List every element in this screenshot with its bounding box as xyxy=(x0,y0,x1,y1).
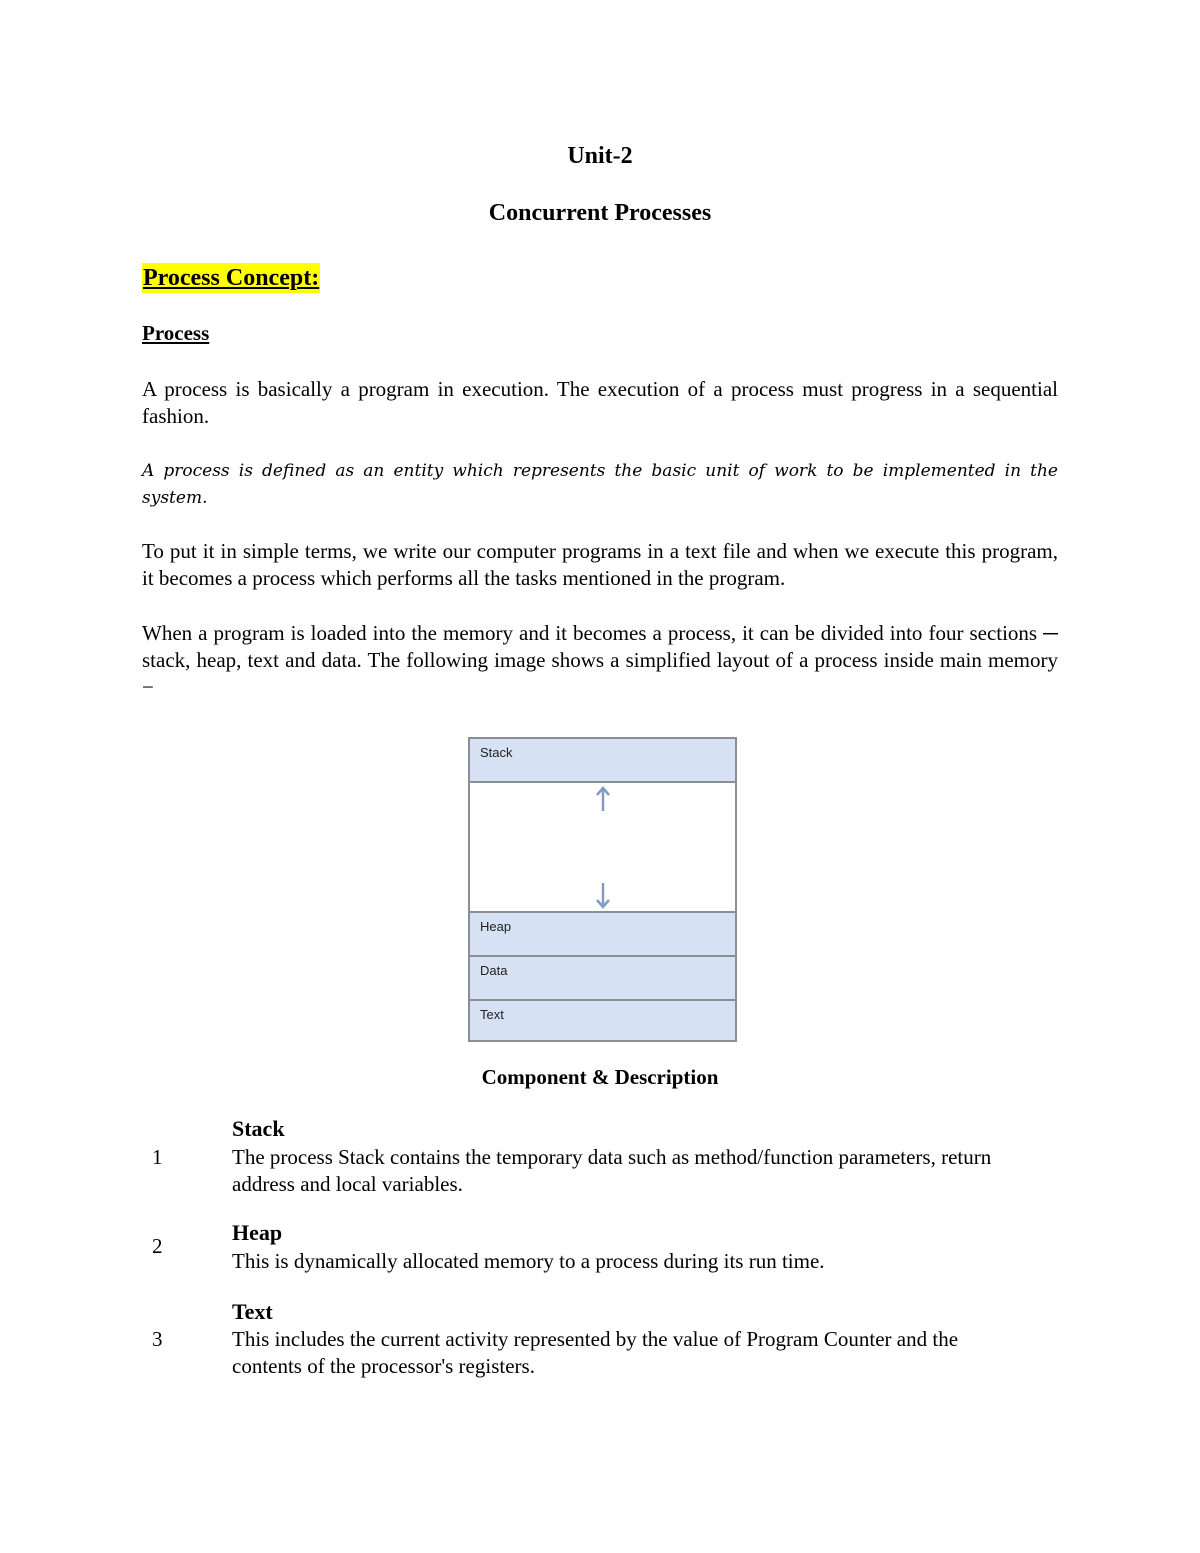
component-number: 3 xyxy=(152,1327,163,1351)
paragraph-simple-terms: To put it in simple terms, we write our computer programs in a text file and when we execute this program, it becomes a process which performs all the tasks mentioned in the program. xyxy=(142,539,1058,590)
data-segment xyxy=(470,957,735,1001)
data-label: Data xyxy=(480,963,508,978)
components-caption: Component & Description xyxy=(481,1065,719,1089)
text-label: Text xyxy=(480,1007,504,1022)
free-space xyxy=(470,783,735,913)
component-title: Stack xyxy=(232,1116,285,1141)
section-heading: Process Concept: xyxy=(143,265,320,291)
component-title: Heap xyxy=(232,1220,283,1245)
component-description: This is dynamically allocated memory to a process during its run time. xyxy=(232,1249,825,1273)
component-number: 2 xyxy=(152,1234,163,1258)
document-title: Concurrent Processes xyxy=(488,200,712,226)
heap-label: Heap xyxy=(480,919,512,934)
paragraph-memory-sections: When a program is loaded into the memory and it becomes a process, it can be divided into four sections ─ stack, heap, text and data. The following image shows a simplified layout of a process inside main memory − xyxy=(142,621,1058,699)
unit-title: Unit-2 xyxy=(567,143,633,169)
heap-segment xyxy=(470,913,735,957)
process-memory-diagram xyxy=(468,737,737,1042)
subheading-process: Process xyxy=(142,321,210,345)
arrow-down-icon xyxy=(596,881,610,911)
stack-segment xyxy=(470,739,735,783)
paragraph-entity-definition: A process is defined as an entity which represents the basic unit of work to be implemented in the system. xyxy=(142,461,1058,508)
component-description: This includes the current activity represented by the value of Program Counter and the contents of the processor's registers. xyxy=(232,1327,959,1378)
component-description: The process Stack contains the temporary data such as method/function parameters, return address and local variables. xyxy=(232,1145,992,1196)
component-title: Text xyxy=(232,1299,273,1324)
paragraph-definition: A process is basically a program in execution. The execution of a process must progress in a sequential fashion. xyxy=(142,377,1058,428)
stack-label: Stack xyxy=(480,745,513,760)
arrow-up-icon xyxy=(596,785,610,813)
component-number: 1 xyxy=(152,1145,163,1169)
text-segment xyxy=(470,1001,735,1040)
